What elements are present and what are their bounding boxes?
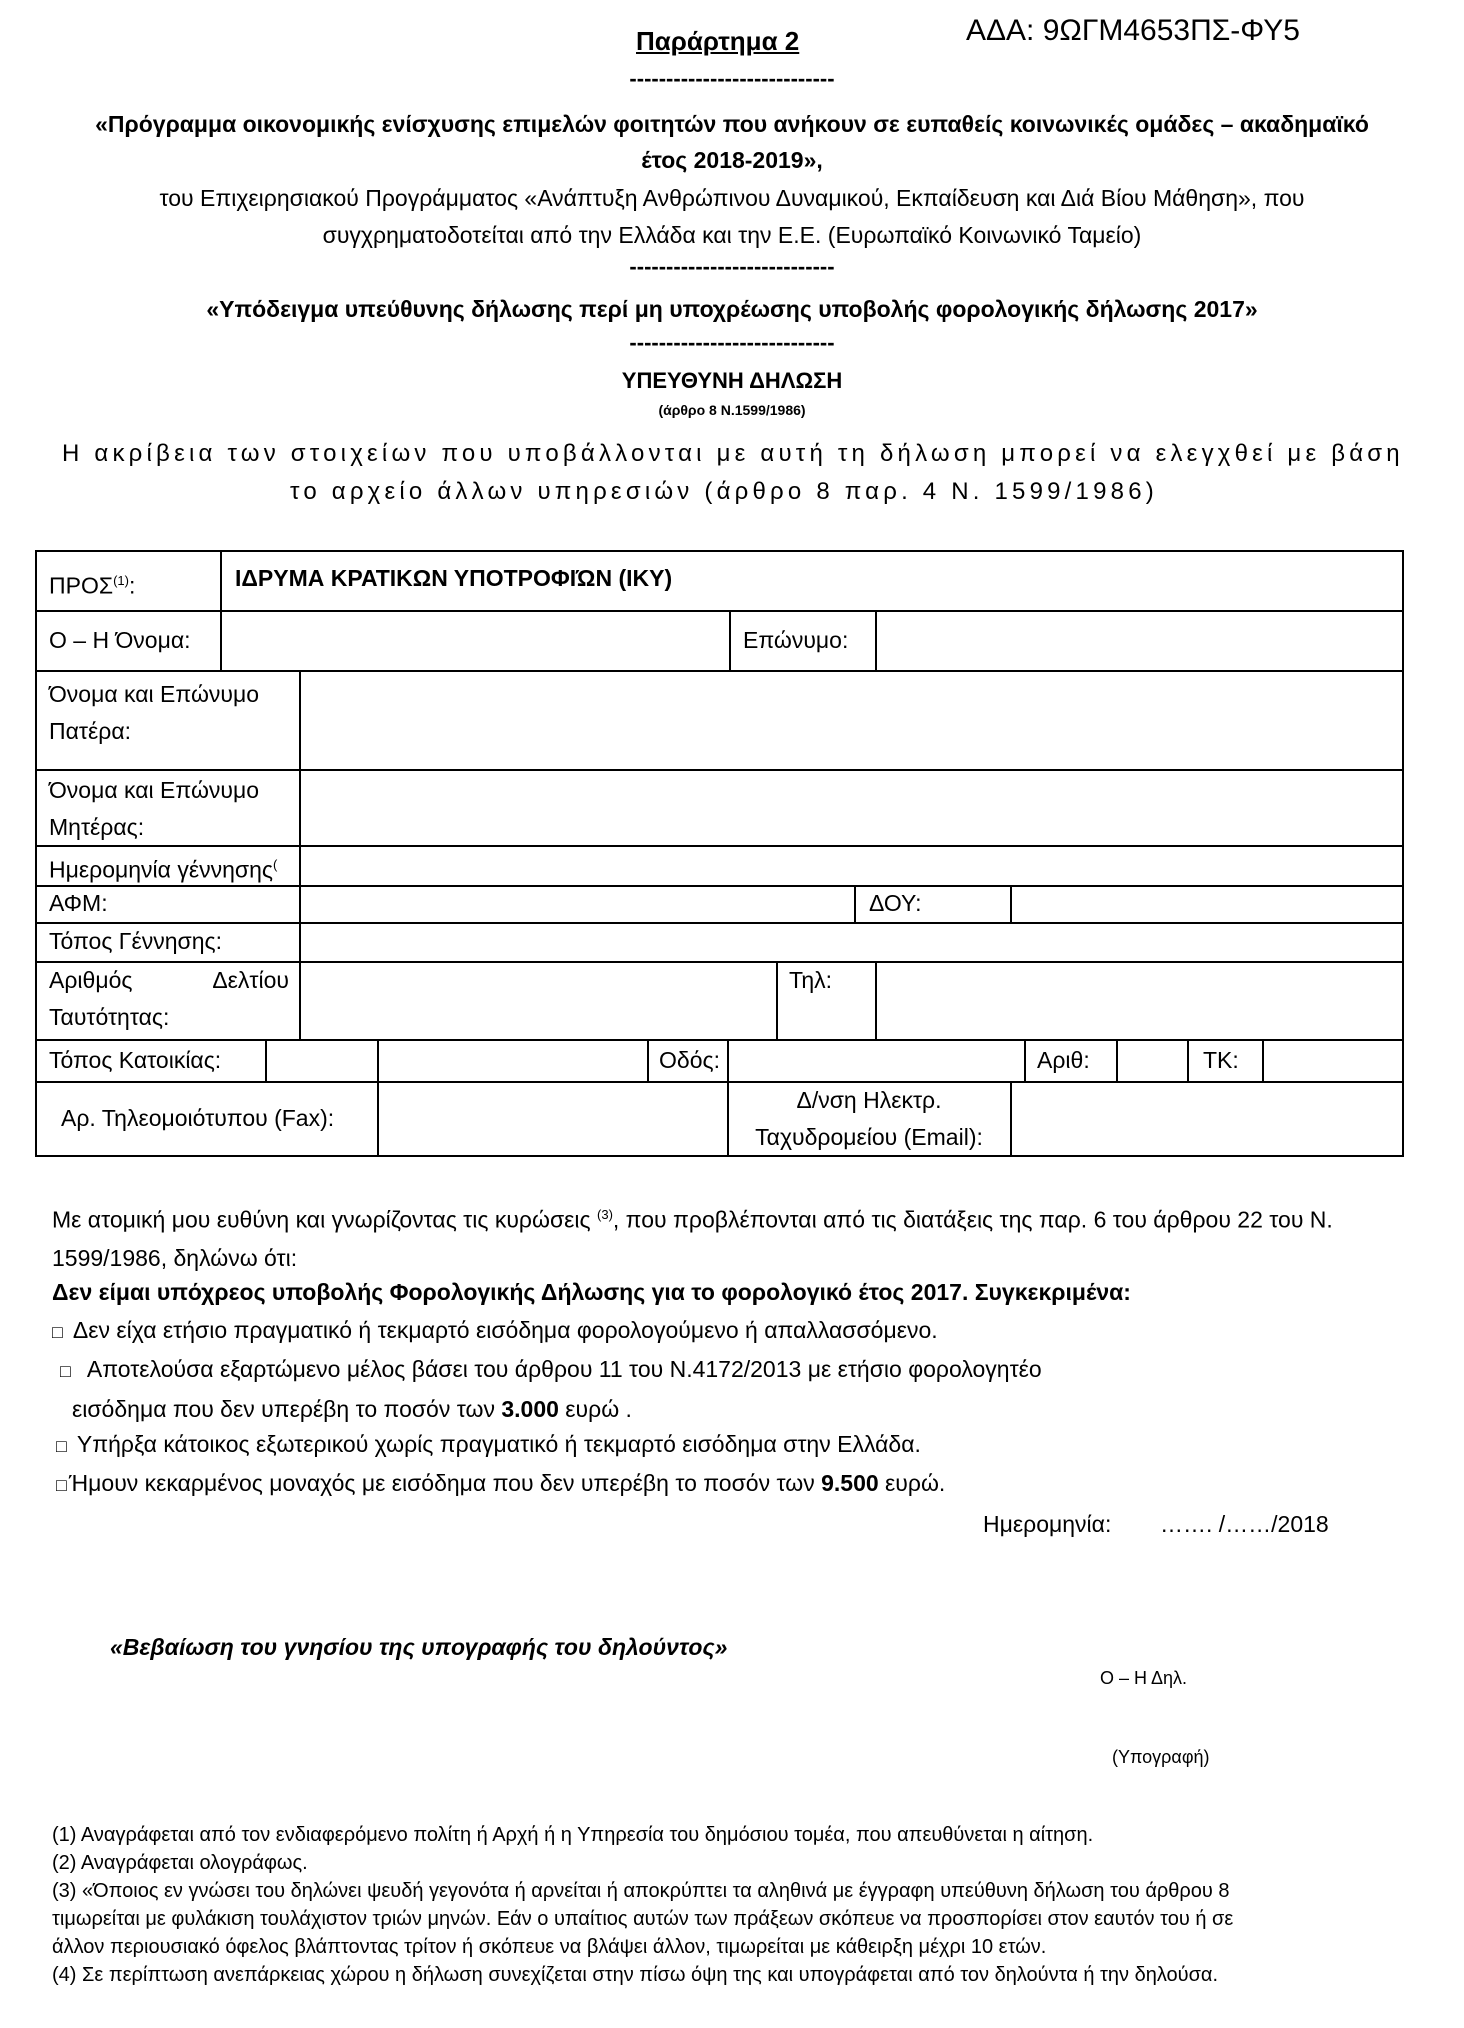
id-number-field[interactable] [303, 963, 774, 1037]
declarant-label: Ο – Η Δηλ. [1100, 1668, 1188, 1688]
accuracy-line2: το αρχείο άλλων υπηρεσιών (άρθρο 8 παρ. 4 Ν. 1599/1986) [290, 478, 1158, 505]
id-number-label: Αριθμός Δελτίου Ταυτότητας: [49, 967, 289, 1030]
declaration-form [35, 550, 1404, 1157]
accuracy-line1: Η ακρίβεια των στοιχείων που υποβάλλονται με αυτή τη δήλωση μπορεί να ελεγχθεί με βάση [62, 440, 1404, 467]
ada-code: ΑΔΑ: 9ΩΓΜ4653ΠΣ-ΦΥ5 [966, 14, 1300, 47]
doy-field[interactable] [1014, 887, 1399, 920]
checkbox-option-4[interactable]: □ [56, 1475, 67, 1495]
annex-title: Παράρτημα 2 [636, 26, 800, 56]
date-label: Ημερομηνία: [983, 1511, 1112, 1537]
postcode-label-visible: ΤΚ: [1203, 1047, 1239, 1073]
mother-name-label: Όνομα και Επώνυμο Μητέρας: [49, 777, 260, 840]
signature-label[interactable]: (Υπογραφή) [1112, 1747, 1210, 1767]
declaration-heading: ΥΠΕΥΘΥΝΗ ΔΗΛΩΣΗ [621, 368, 843, 393]
email-field[interactable] [1014, 1083, 1399, 1153]
date-value[interactable]: ……. /……/2018 [1160, 1511, 1329, 1537]
declaration-law: (άρθρο 8 Ν.1599/1986) [658, 402, 806, 418]
surname-label: Επώνυμο: [743, 627, 849, 653]
father-name-label: Όνομα και Επώνυμο Πατέρα: [49, 681, 260, 744]
model-title: «Υπόδειγμα υπεύθυνης δήλωσης περί μη υποχρέωσης υποβολής φορολογικής δήλωσης 2017» [206, 296, 1258, 322]
birth-place-label: Τόπος Γέννησης: [49, 928, 222, 954]
to-label: ΠΡΟΣ$^{(1)}$: [49, 572, 136, 599]
footnote-3: (3) «Όποιος εν γνώσει του δηλώνει ψευδή γεγονότα ή αρνείται ή αποκρύπτει τα αληθινά με έγγραφη υπεύθυνη δήλωση του άρθρου 8 τιμωρείται με φυλάκιση τουλάχιστον τριών μηνών. Εάν ο υπαίτιος αυτών των πράξεων σκόπευε να προσπορίσει στον εαυτόν του ή σε άλλον περιουσιακό όφελος βλάπτοντας τρίτον ή σκόπευε να βλάψει άλλον, τιμωρείται με κάθειρξη μέχρι 10 ετών. [52, 1880, 1234, 1958]
footnote-1: (1) Αναγράφεται από τον ενδιαφερόμενο πολίτη ή Αρχή ή η Υπηρεσία του δημόσιου τομέα, που απευθύνεται η αίτηση. [52, 1824, 1094, 1846]
fax-field[interactable] [381, 1083, 725, 1153]
first-name-label: Ο – Η Όνομα: [49, 627, 191, 653]
option-4: □Ήμουν κεκαρμένος μοναχός με εισόδημα που δεν υπερέβη το ποσόν των 9.500 ευρώ. [56, 1464, 1416, 1504]
program-title-line1: «Πρόγραμμα οικονομικής ενίσχυσης επιμελών φοιτητών που ανήκουν σε ευπαθείς κοινωνικές ομάδες – ακαδημαϊκό [95, 111, 1369, 137]
fax-label: Αρ. Τηλεομοιότυπου (Fax): [61, 1105, 335, 1131]
option-3: □ Υπήρξα κάτοικος εξωτερικού χωρίς πραγματικό ή τεκμαρτό εισόδημα στην Ελλάδα. [56, 1425, 1416, 1465]
signature-verification: «Βεβαίωση του γνησίου της υπογραφής του δηλούντος» [110, 1634, 728, 1660]
surname-field[interactable] [879, 612, 1399, 668]
checkbox-option-3[interactable]: □ [56, 1436, 67, 1456]
separator: ---------------------------- [629, 66, 835, 91]
statement-intro: Με ατομική μου ευθύνη και γνωρίζοντας τις κυρώσεις $^{(3)}$, που προβλέπονται από τις διατάξεις της παρ. 6 του άρθρου 22 του Ν. 1599/1986, δηλώνω ότι: [52, 1206, 1333, 1271]
birth-place-field[interactable] [303, 924, 1399, 959]
street-label: Οδός: [659, 1047, 720, 1073]
phone-label: Τηλ: [789, 967, 833, 993]
number-label: Αριθ: [1037, 1047, 1090, 1073]
residence-field[interactable] [269, 1041, 645, 1079]
separator: ---------------------------- [629, 330, 835, 355]
program-title-line2: έτος 2018-2019», [641, 147, 823, 173]
residence-label: Τόπος Κατοικίας: [49, 1047, 222, 1073]
statement-bold: Δεν είμαι υπόχρεος υποβολής Φορολογικής Δήλωσης για το φορολογικό έτος 2017. Συγκεκριμένα: [52, 1279, 1131, 1305]
email-label: Δ/νση Ηλεκτρ. Ταχυδρομείου (Email): [755, 1087, 983, 1150]
checkbox-option-2[interactable]: □ [60, 1361, 71, 1381]
footnote-4: (4) Σε περίπτωση ανεπάρκειας χώρου η δήλωση συνεχίζεται στην πίσω όψη της και υπογράφεται από τον δηλούντα ή την δηλούσα. [52, 1964, 1219, 1986]
postcode-field[interactable] [1266, 1041, 1399, 1079]
birth-date-field[interactable] [303, 847, 1399, 883]
phone-field[interactable] [879, 963, 1399, 1037]
footnote-2: (2) Αναγράφεται ολογράφως. [52, 1852, 308, 1874]
afm-field[interactable] [303, 887, 852, 920]
program-line4: συγχρηματοδοτείται από την Ελλάδα και την Ε.Ε. (Ευρωπαϊκό Κοινωνικό Ταμείο) [322, 222, 1142, 248]
afm-label: ΑΦΜ: [49, 890, 108, 916]
option-2: □ Αποτελούσα εξαρτώμενο μέλος βάσει του άρθρου 11 του Ν.4172/2013 με ετήσιο φορολογητέο εισόδημα που δεν υπερέβη το ποσόν των 3.000 ευρώ . [60, 1350, 1420, 1428]
checkbox-option-1[interactable]: □ [52, 1322, 63, 1342]
separator: ---------------------------- [629, 254, 835, 279]
program-line3: του Επιχειρησιακού Προγράμματος «Ανάπτυξη Ανθρώπινου Δυναμικού, Εκπαίδευση και Διά Βίου Μάθηση», που [159, 185, 1305, 211]
option-1: □ Δεν είχα ετήσιο πραγματικό ή τεκμαρτό εισόδημα φορολογούμενο ή απαλλασσόμενο. [52, 1311, 1412, 1351]
doy-label: ΔΟΥ: [869, 890, 922, 916]
birth-date-label: Ημερομηνία γέννησης( [49, 856, 278, 883]
to-value: ΙΔΡΥΜΑ ΚΡΑΤΙΚΩΝ ΥΠΟΤΡΟΦΙΏΝ (ΙΚΥ) [235, 565, 673, 591]
street-field[interactable] [731, 1041, 1022, 1079]
first-name-field[interactable] [223, 612, 727, 668]
father-name-field[interactable] [303, 672, 1399, 767]
mother-name-field[interactable] [303, 771, 1399, 843]
